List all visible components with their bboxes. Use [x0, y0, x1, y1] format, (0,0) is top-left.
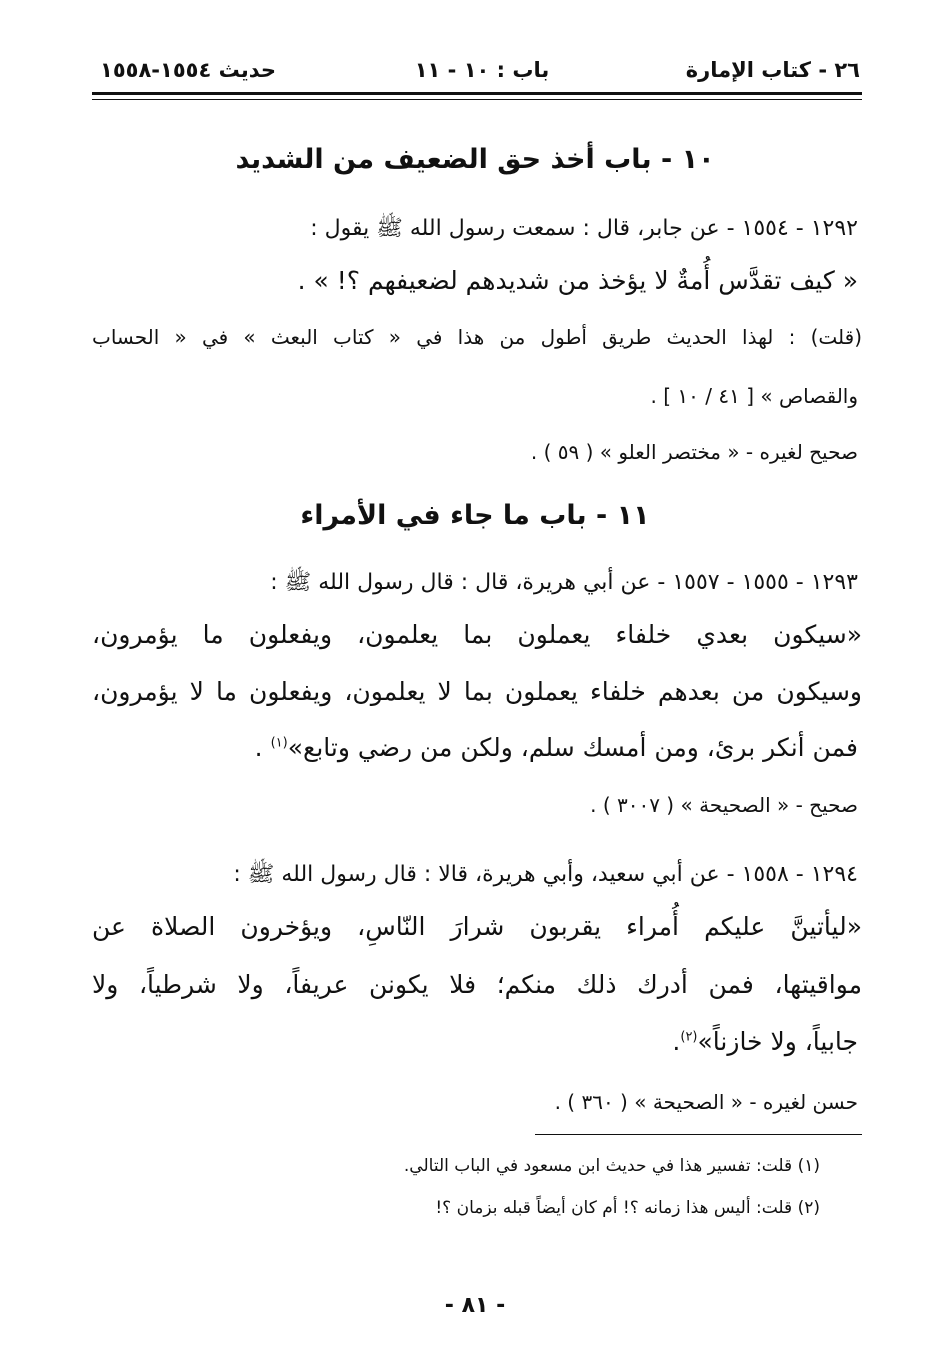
hadith-1294-grade: حسن لغيره - « الصحيحة » ( ٣٦٠ ) .	[554, 1090, 858, 1114]
header-rule-thick	[92, 92, 862, 95]
footnote-2: (٢) قلت: أليس هذا زمانه ؟! أم كان أيضاً قبله بزمان ؟!	[435, 1198, 820, 1218]
hadith-1294-line3-end: .	[672, 1027, 681, 1056]
hadith-1294-line3-text: جابياً، ولا خازناً»	[697, 1027, 858, 1056]
header-rule-thin	[92, 99, 862, 100]
chapter-11-heading: ١١ - باب ما جاء في الأمراء	[300, 500, 650, 531]
hadith-1293-grade: صحيح - « الصحيحة » ( ٣٠٠٧ ) .	[590, 793, 858, 817]
running-header-hadiths: حديث ١٥٥٤-١٥٥٨	[100, 58, 276, 82]
hadith-1292-note-line1: (قلت) : لهذا الحديث طريق أطول من هذا في « كتاب البعث » في « الحساب	[92, 325, 862, 349]
footnote-1: (١) قلت: تفسير هذا في حديث ابن مسعود في الباب التالي.	[403, 1156, 820, 1176]
hadith-1294-line2: مواقيتها، فمن أدرك ذلك منكم؛ فلا يكونن عريفاً، ولا شرطياً، ولا	[92, 970, 862, 999]
running-header-book: ٢٦ - كتاب الإمارة	[685, 58, 860, 82]
footnote-ref-2[interactable]: (٢)	[680, 1029, 698, 1045]
hadith-1293-line3-end: .	[254, 733, 271, 762]
hadith-1294-intro: ١٢٩٤ - ١٥٥٨ - عن أبي سعيد، وأبي هريرة، قالا : قال رسول الله ﷺ :	[233, 862, 858, 887]
hadith-1292-intro: ١٢٩٢ - ١٥٥٤ - عن جابر، قال : سمعت رسول الله ﷺ يقول :	[310, 216, 858, 241]
hadith-1293-line3	[255, 733, 858, 762]
hadith-1292-text: « كيف تقدَّس أُمةٌ لا يؤخذ من شديدهم لضعيفهم ؟! » .	[297, 266, 858, 295]
hadith-1294-line1: «ليأتينَّ عليكم أُمراء يقربون شرارَ النّاسِ، ويؤخرون الصلاة عن	[92, 912, 862, 941]
hadith-1293-line3-text: فمن أنكر برئ، ومن أمسك سلم، ولكن من رضي وتابع»	[287, 733, 858, 762]
page-number: - ٨١ -	[444, 1293, 506, 1318]
hadith-1294-line3	[672, 1027, 858, 1056]
chapter-10-heading: ١٠ - باب أخذ حق الضعيف من الشديد	[235, 144, 715, 175]
running-header-chapters: باب : ١٠ - ١١	[414, 58, 550, 82]
hadith-1292-grade: صحيح لغيره - « مختصر العلو » ( ٥٩ ) .	[530, 440, 858, 464]
footnote-separator	[535, 1134, 862, 1135]
hadith-1292-note-line2: والقصاص » [ ٤١ / ١٠ ] .	[650, 384, 858, 408]
hadith-1293-line2: وسيكون من بعدهم خلفاء يعملون بما لا يعلمون، ويفعلون ما لا يؤمرون،	[92, 677, 862, 706]
hadith-1293-line1: «سيكون بعدي خلفاء يعملون بما يعلمون، ويفعلون ما يؤمرون،	[92, 620, 862, 649]
footnote-ref-1[interactable]: (١)	[270, 735, 288, 751]
hadith-1293-intro: ١٢٩٣ - ١٥٥٥ - ١٥٥٧ - عن أبي هريرة، قال : قال رسول الله ﷺ :	[270, 570, 858, 595]
